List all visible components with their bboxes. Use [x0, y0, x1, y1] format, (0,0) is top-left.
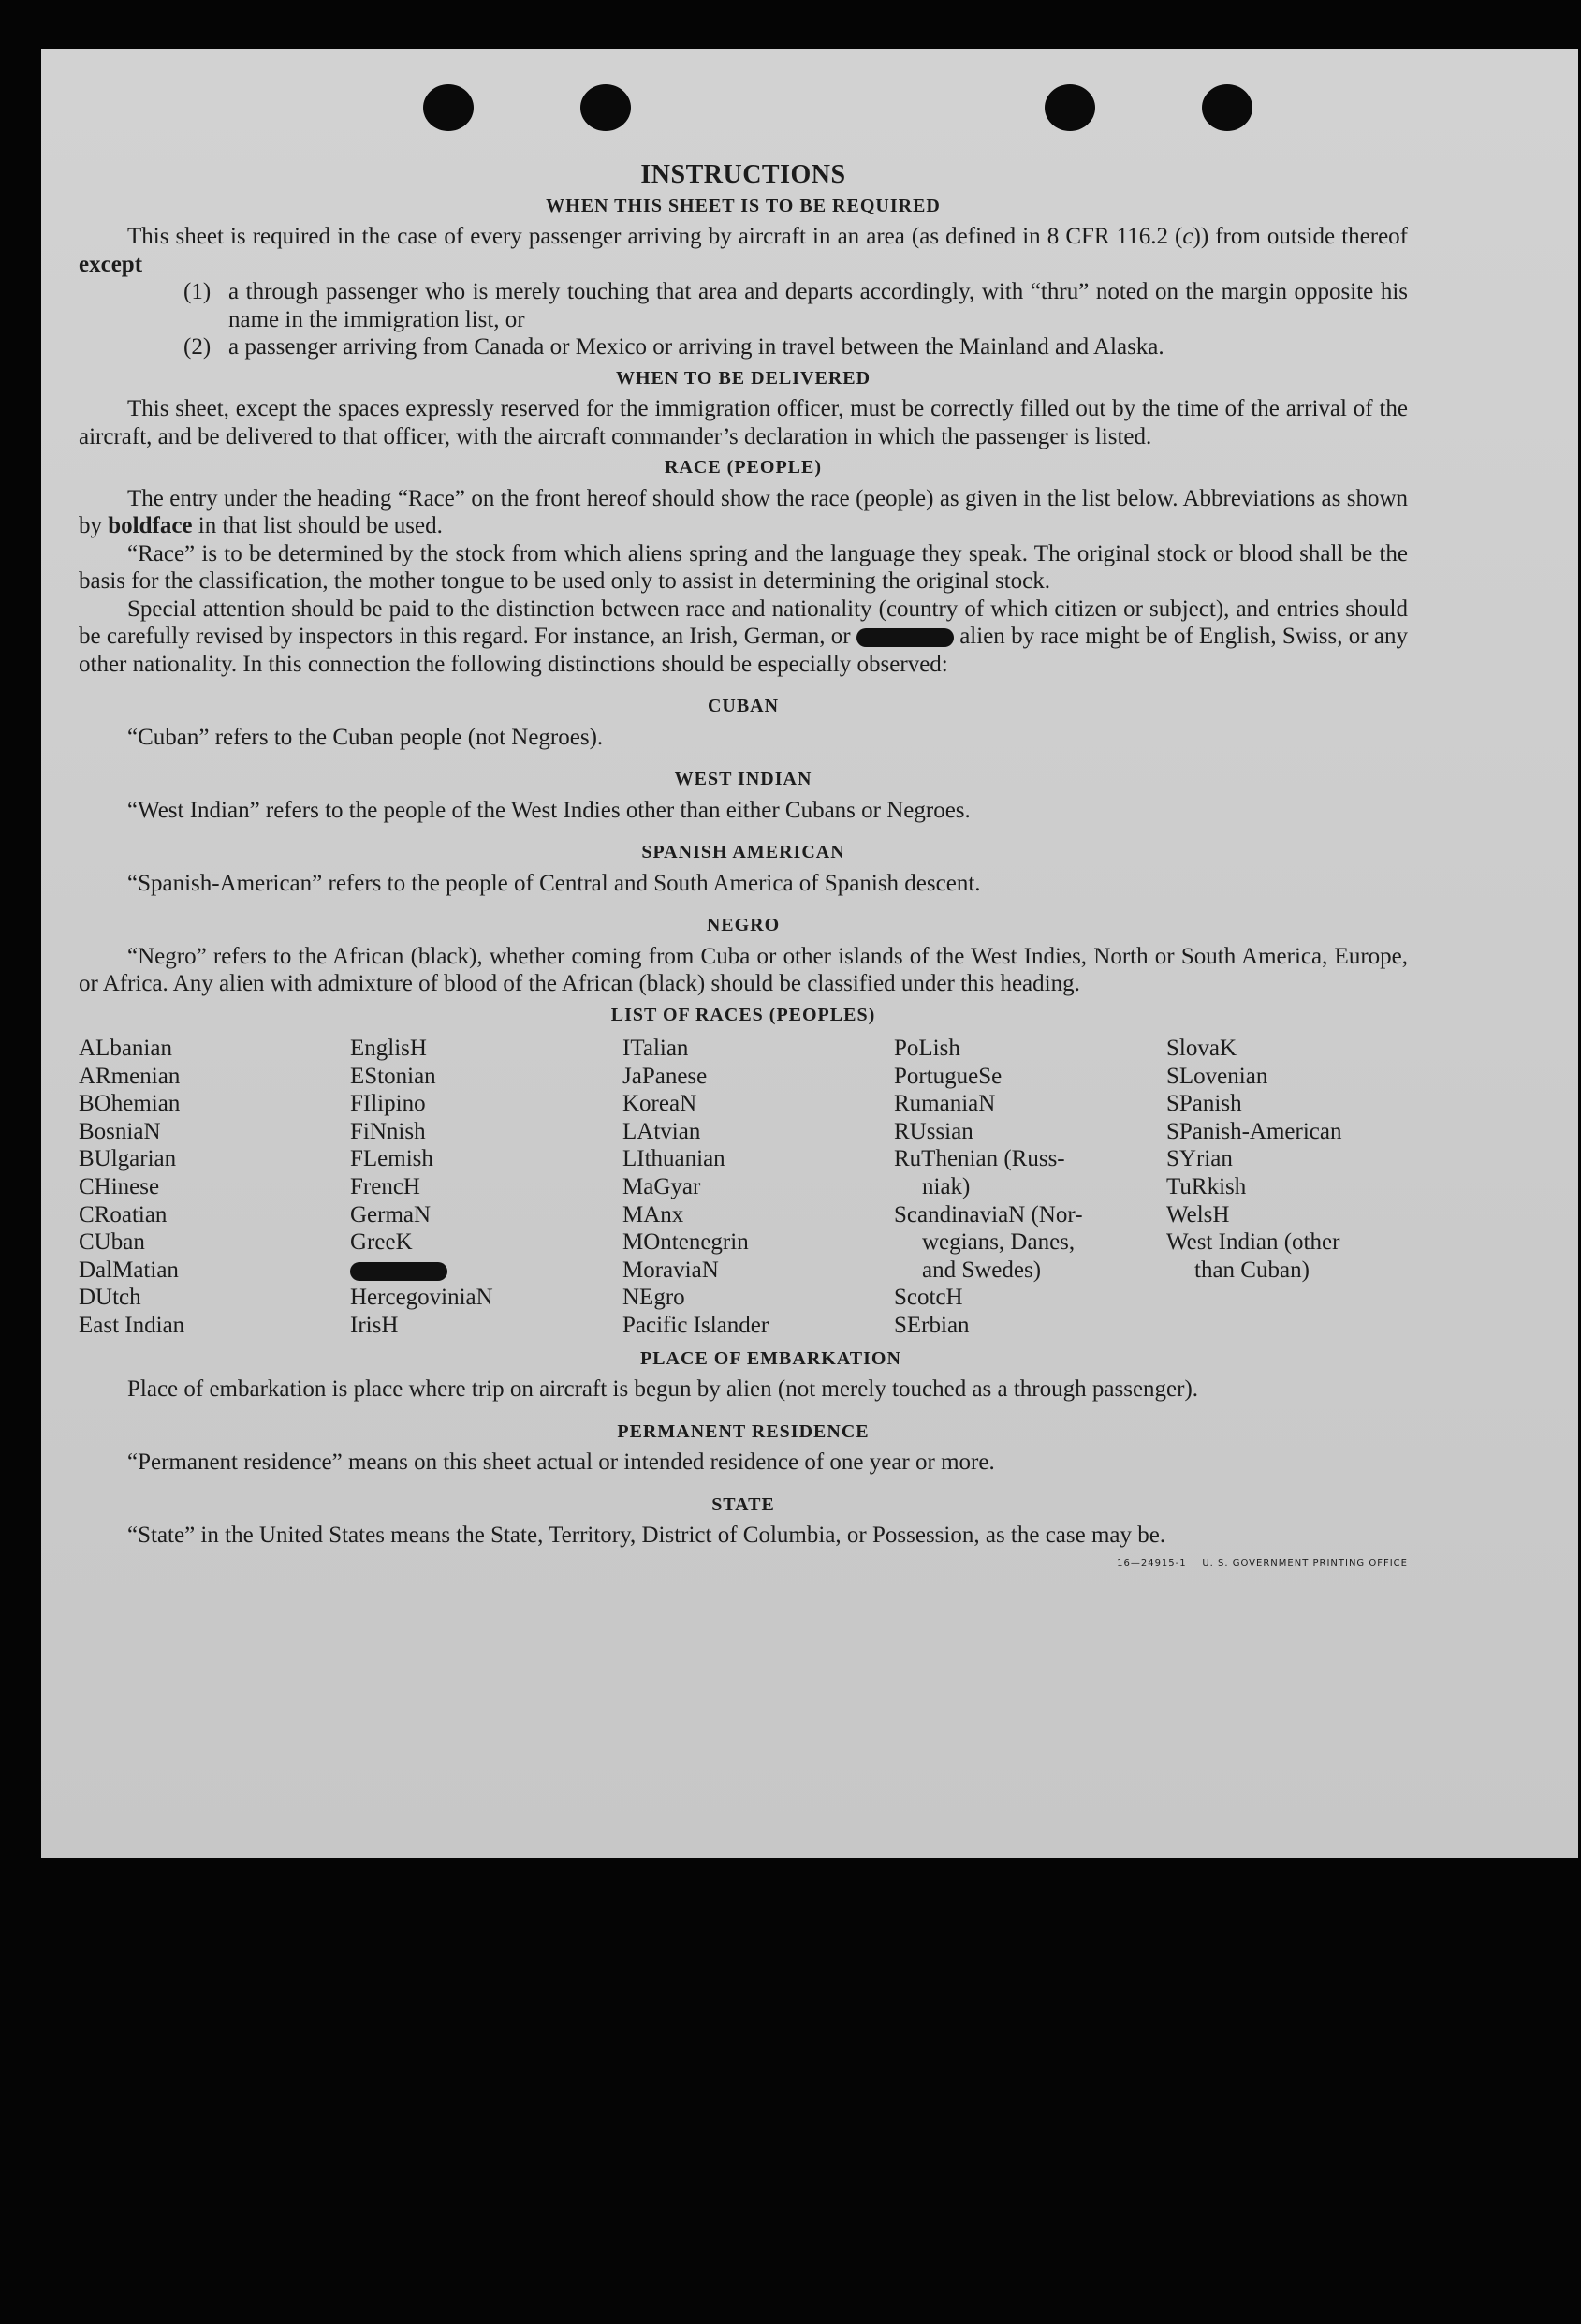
race-entry: SLovenian [1166, 1063, 1268, 1089]
text-bold: except [79, 251, 143, 277]
redaction-mark [856, 628, 954, 647]
item-text: a through passenger who is merely touching that area and departs accordingly, with “thru” noted on the margin opposite his name in the immigration list, or [228, 279, 1408, 332]
race-column [894, 1035, 1166, 1340]
race-entry: ScandinaviaN (Nor- [894, 1201, 1083, 1228]
race-entry: BOhemian [79, 1091, 181, 1117]
race-entry: CUban [79, 1229, 145, 1256]
race-entry: LIthuanian [622, 1146, 725, 1172]
paragraph-west-indian: “West Indian” refers to the people of the West Indies other than either Cubans or Negroes. [127, 797, 971, 823]
sheet-content [79, 161, 1408, 1584]
text: )) from outside thereof [1193, 224, 1408, 249]
race-entry: RuThenian (Russ- [894, 1146, 1065, 1172]
race-entry: TuRkish [1166, 1173, 1247, 1199]
item-text: a passenger arriving from Canada or Mexico or arriving in travel between the Mainland and Alaska. [228, 334, 1164, 360]
race-entry: PortugueSe [894, 1063, 1003, 1089]
race-entry: HercegoviniaN [350, 1285, 493, 1311]
race-entry: DUtch [79, 1285, 141, 1311]
punch-hole [1202, 84, 1252, 131]
form-number: 16—24915-1 [1117, 1557, 1187, 1568]
race-entry: West Indian (other [1166, 1229, 1340, 1256]
paragraph-spanish-american: “Spanish-American” refers to the people of Central and South America of Spanish descent. [127, 870, 981, 896]
punch-hole [580, 84, 631, 131]
punch-hole [423, 84, 474, 131]
redaction-mark [350, 1262, 447, 1281]
heading-list-of-races: LIST OF RACES (PEOPLES) [610, 1004, 876, 1025]
paragraph-when-delivered: This sheet, except the spaces expressly reserved for the immigration officer, must be correctly filled out by the time of the arrival of the aircraft, and be delivered to that officer, with the aircraft commander’s declaration in which the passenger is listed. [79, 396, 1408, 449]
heading-spanish-american: SPANISH AMERICAN [641, 842, 845, 862]
race-column [1166, 1035, 1410, 1340]
text-italic: c [1182, 224, 1193, 249]
race-entry: MaGyar [622, 1173, 701, 1199]
race-entry-redacted [350, 1257, 622, 1285]
heading-cuban: CUBAN [707, 696, 780, 716]
race-entry: RUssian [894, 1118, 973, 1144]
list-item [79, 333, 1408, 361]
race-entry: BosniaN [79, 1118, 161, 1144]
footer [79, 1550, 1408, 1585]
paragraph-negro: “Negro” refers to the African (black), whether coming from Cuba or other islands of the West Indies, North or South America, Europe, or Africa. Any alien with admixture of blood of the African (black) should be classified under this heading. [79, 943, 1408, 996]
page-title: INSTRUCTIONS [640, 160, 846, 189]
race-entry: LAtvian [622, 1118, 701, 1144]
race-entry: MAnx [622, 1201, 684, 1228]
race-entry: EnglisH [350, 1036, 427, 1061]
race-entry: BUlgarian [79, 1146, 177, 1172]
race-entry: than Cuban) [1194, 1257, 1310, 1283]
instruction-sheet [41, 49, 1578, 1858]
race-entry: SPanish-American [1166, 1118, 1342, 1144]
race-entry: NEgro [622, 1285, 685, 1311]
paragraph-race-3 [79, 596, 1408, 679]
race-entry: FiNnish [350, 1118, 426, 1144]
race-entry: EStonian [350, 1063, 436, 1089]
race-entry: MoraviaN [622, 1257, 719, 1283]
race-entry: SErbian [894, 1312, 970, 1338]
race-entry: SlovaK [1166, 1036, 1237, 1061]
race-list [79, 1035, 1408, 1340]
race-entry: MOntenegrin [622, 1229, 749, 1256]
heading-when-delivered: WHEN TO BE DELIVERED [615, 367, 871, 389]
paragraph-race-2: “Race” is to be determined by the stock from which aliens spring and the language they speak. The original stock or blood shall be the basis for the classification, the mother tongue to be used only to assist in determining the original stock. [79, 540, 1408, 594]
race-entry: ALbanian [79, 1036, 172, 1061]
race-entry: WelsH [1166, 1201, 1230, 1228]
race-entry: ITalian [622, 1036, 689, 1061]
race-entry: SYrian [1166, 1146, 1233, 1172]
race-entry: FIlipino [350, 1091, 426, 1117]
paragraph-cuban: “Cuban” refers to the Cuban people (not Negroes). [127, 724, 604, 750]
race-entry: East Indian [79, 1312, 185, 1338]
punch-hole [1045, 84, 1095, 131]
item-number: (1) [183, 279, 212, 304]
text: The entry under the heading “Race” on the front hereof should show the race (people) as given in the list below. Abbreviations as shown by [79, 485, 1408, 538]
race-entry: GreeK [350, 1229, 413, 1256]
race-entry: KoreaN [622, 1091, 697, 1117]
race-entry: CHinese [79, 1173, 160, 1199]
race-entry: and Swedes) [922, 1257, 1042, 1283]
paragraph-embarkation: Place of embarkation is place where trip on aircraft is begun by alien (not merely touched as a through passenger). [127, 1376, 1199, 1403]
race-entry: Pacific Islander [622, 1312, 769, 1338]
paragraph-state: “State” in the United States means the State, Territory, District of Columbia, or Possession, as the case may be. [127, 1522, 1166, 1549]
text: Special attention should be paid to the distinction between race and nationality (country of which citizen or subject), and entries should be carefully revised by inspectors in this regard. For instance, an Irish, German, or [79, 596, 1408, 649]
heading-negro: NEGRO [706, 915, 781, 935]
race-entry: PoLish [894, 1036, 960, 1061]
heading-west-indian: WEST INDIAN [674, 769, 812, 789]
race-entry: ScotcH [894, 1285, 963, 1311]
race-entry: JaPanese [622, 1063, 708, 1089]
race-column [79, 1035, 350, 1340]
race-column [622, 1035, 894, 1340]
race-column [350, 1035, 622, 1340]
heading-when-required: WHEN THIS SHEET IS TO BE REQUIRED [546, 195, 941, 216]
heading-embarkation: PLACE OF EMBARKATION [640, 1347, 901, 1369]
race-entry: GermaN [350, 1201, 432, 1228]
list-item [79, 278, 1408, 333]
race-entry: IrisH [350, 1312, 399, 1338]
paragraph-when-required [79, 223, 1408, 278]
race-entry: RumaniaN [894, 1091, 996, 1117]
race-entry: niak) [922, 1173, 971, 1199]
heading-residence: PERMANENT RESIDENCE [617, 1420, 870, 1442]
paragraph-race-1 [79, 485, 1408, 540]
paragraph-residence: “Permanent residence” means on this sheet actual or intended residence of one year or more. [127, 1449, 995, 1476]
race-entry: ARmenian [79, 1063, 181, 1089]
print-code [1117, 1550, 1408, 1578]
race-entry: DalMatian [79, 1257, 179, 1283]
printer-name: U. S. GOVERNMENT PRINTING OFFICE [1202, 1557, 1408, 1568]
race-entry: FrencH [350, 1173, 420, 1199]
text: This sheet is required in the case of every passenger arriving by aircraft in an area (as defined in 8 CFR 116.2 ( [127, 224, 1183, 249]
heading-race: RACE (PEOPLE) [665, 457, 822, 478]
race-entry: CRoatian [79, 1201, 168, 1228]
race-entry: wegians, Danes, [922, 1229, 1076, 1256]
race-entry: FLemish [350, 1146, 433, 1172]
text-bold: boldface [108, 513, 193, 538]
item-number: (2) [183, 334, 212, 360]
text: in that list should be used. [192, 513, 443, 538]
text: alien by race might be of English, Swiss, or any other nationality. In this connection the following distinctions should be especially observed: [79, 624, 1408, 677]
heading-state: STATE [711, 1493, 775, 1515]
race-entry: SPanish [1166, 1091, 1242, 1117]
